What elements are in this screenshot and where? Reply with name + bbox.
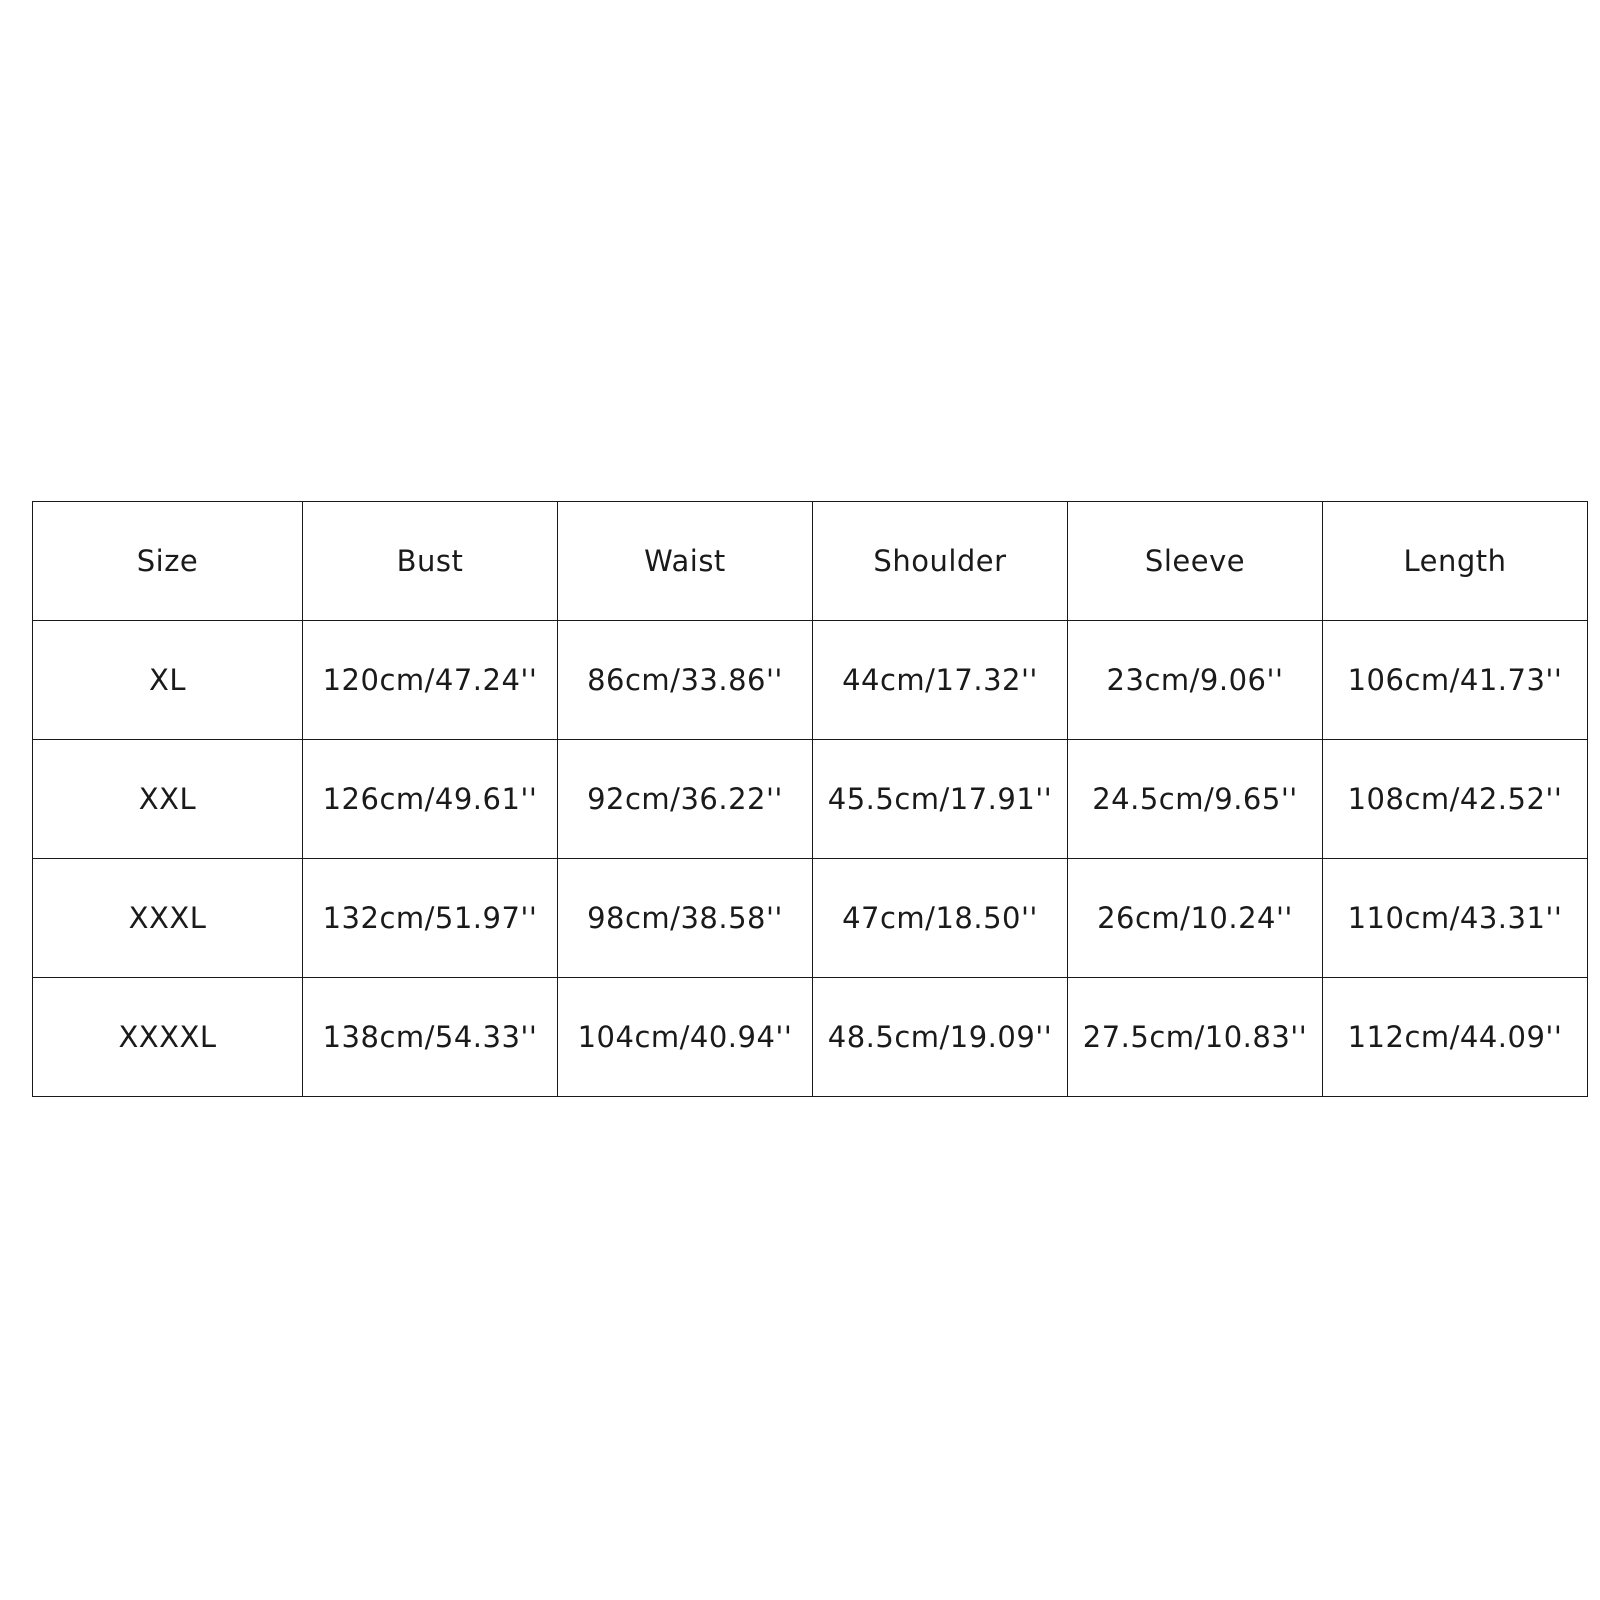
table-cell: XXXXL [33,978,303,1097]
table-cell: 126cm/49.61'' [303,740,558,859]
table-cell: 120cm/47.24'' [303,621,558,740]
header-cell: Sleeve [1068,502,1323,621]
table-cell: 23cm/9.06'' [1068,621,1323,740]
header-cell: Size [33,502,303,621]
table-cell: 27.5cm/10.83'' [1068,978,1323,1097]
table-row [33,740,1588,859]
table-cell: 132cm/51.97'' [303,859,558,978]
table-header-row [33,502,1588,621]
table-cell: 26cm/10.24'' [1068,859,1323,978]
table-cell: XXXL [33,859,303,978]
table-cell: 86cm/33.86'' [558,621,813,740]
table-cell: 112cm/44.09'' [1323,978,1588,1097]
table-cell: 24.5cm/9.65'' [1068,740,1323,859]
table-cell: 106cm/41.73'' [1323,621,1588,740]
header-cell: Bust [303,502,558,621]
table-cell: XL [33,621,303,740]
table-cell: 44cm/17.32'' [813,621,1068,740]
table-cell: 138cm/54.33'' [303,978,558,1097]
header-cell: Length [1323,502,1588,621]
table-cell: 110cm/43.31'' [1323,859,1588,978]
table-row [33,978,1588,1097]
table-cell: 98cm/38.58'' [558,859,813,978]
header-cell: Shoulder [813,502,1068,621]
table-row [33,621,1588,740]
table-cell: 104cm/40.94'' [558,978,813,1097]
table-cell: 108cm/42.52'' [1323,740,1588,859]
size-chart-table [32,501,1588,1097]
table-cell: 48.5cm/19.09'' [813,978,1068,1097]
table-cell: 47cm/18.50'' [813,859,1068,978]
table-cell: 92cm/36.22'' [558,740,813,859]
table-row [33,859,1588,978]
table-cell: 45.5cm/17.91'' [813,740,1068,859]
table-cell: XXL [33,740,303,859]
header-cell: Waist [558,502,813,621]
